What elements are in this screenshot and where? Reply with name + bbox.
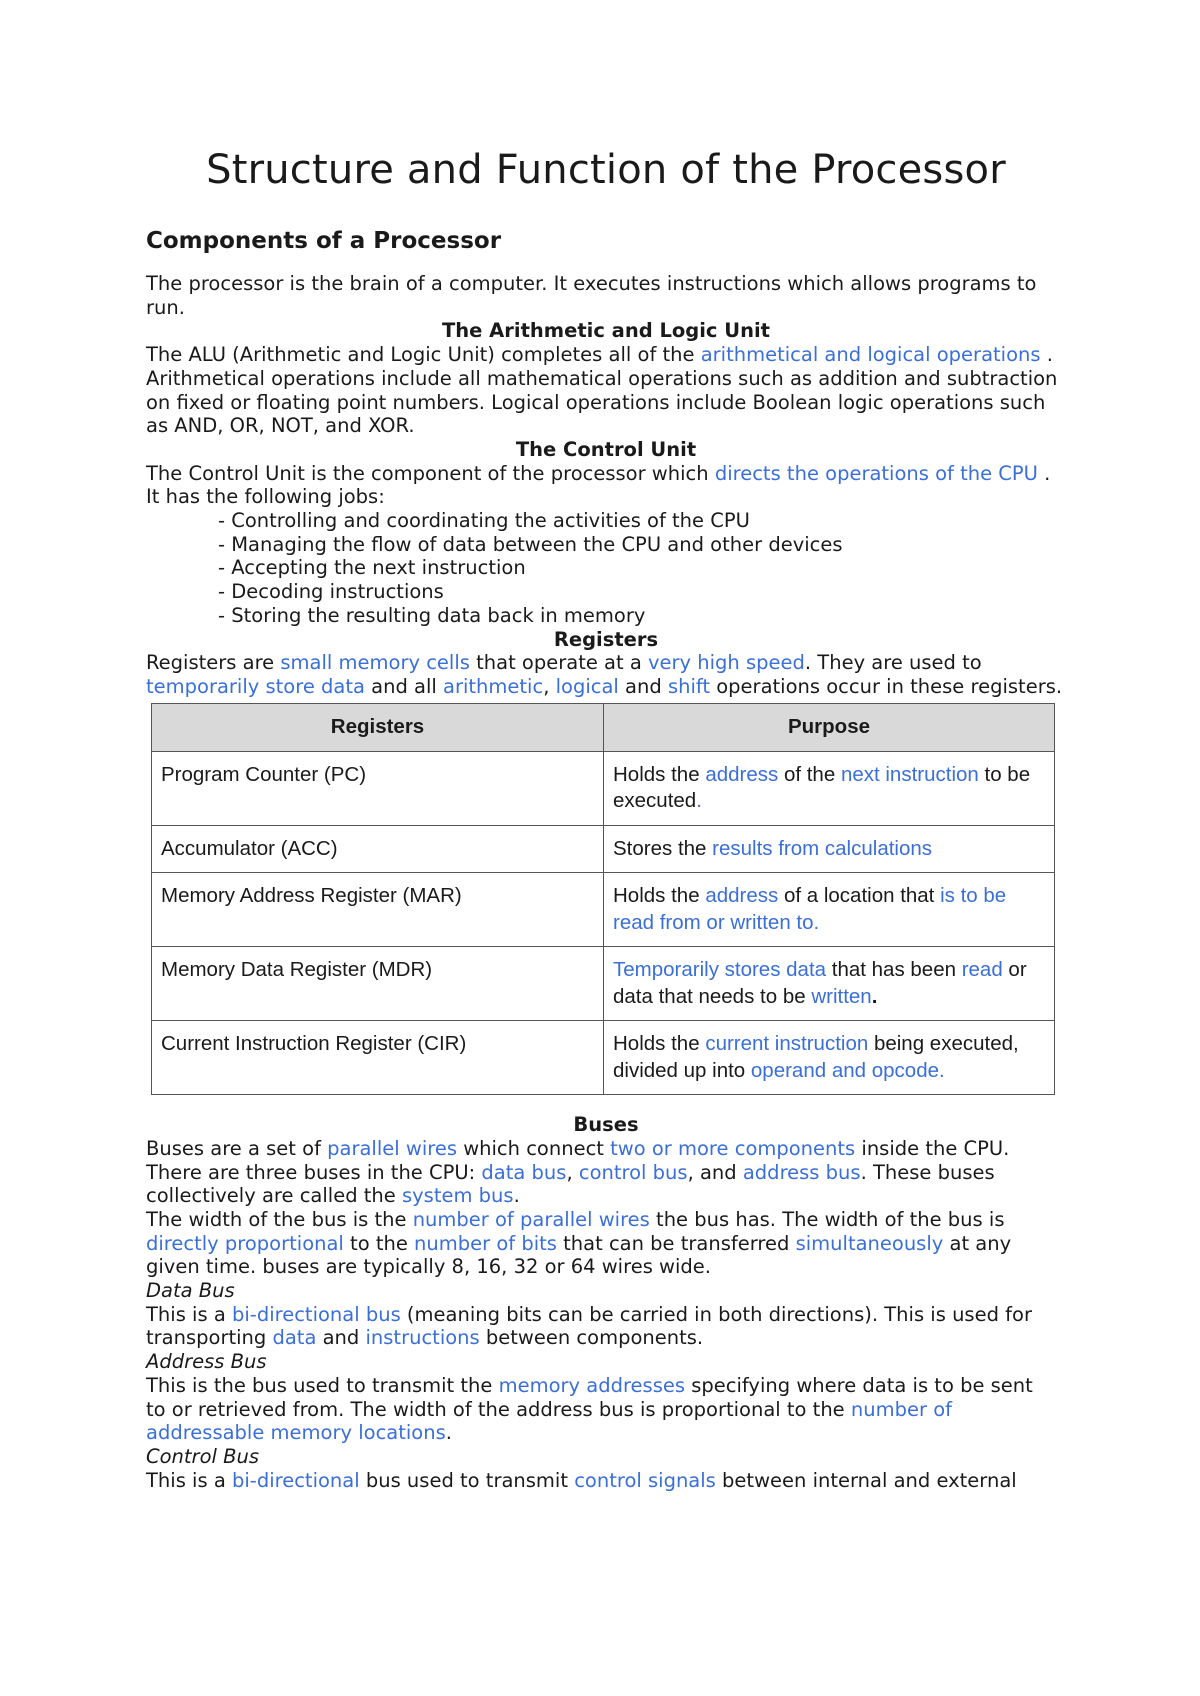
register-purpose-cell [604, 751, 1055, 825]
table-row [152, 947, 1055, 1021]
highlight-term: simultaneously [795, 1231, 944, 1255]
text-run: The Control Unit is the component of the processor which [146, 461, 715, 485]
highlight-term: directs the operations of the CPU [714, 461, 1038, 485]
register-purpose-cell [604, 825, 1055, 873]
highlight-term: address [705, 762, 779, 786]
control-unit-jobs-list [146, 509, 1066, 628]
address-bus-heading: Address Bus [146, 1350, 267, 1374]
list-item: - Decoding instructions [218, 580, 444, 604]
highlight-term: next instruction [840, 762, 979, 786]
highlight-term: data [272, 1326, 317, 1350]
highlight-term: control bus [578, 1160, 688, 1184]
list-item: - Controlling and coordinating the activities of the CPU [218, 509, 750, 533]
highlight-term: instructions [365, 1326, 480, 1350]
list-item: - Storing the resulting data back in memory [218, 603, 646, 627]
text-run: . These buses collectively are called the [146, 1160, 995, 1208]
text-run: between internal and external [715, 1468, 1017, 1492]
highlight-term: address [705, 884, 779, 908]
text-run: , and [687, 1160, 743, 1184]
text-run: . Arithmetical operations include all mathematical operations such as addition and subtraction on fixed or floating point numbers. Logical operations include Boolean logic operations such as AND, OR, NOT, and XOR. [146, 343, 1058, 438]
highlight-term: operand and opcode [750, 1058, 939, 1082]
register-name-cell: Memory Address Register (MAR) [152, 873, 604, 947]
list-item: - Managing the flow of data between the CPU and other devices [218, 532, 843, 556]
text-run: being executed, divided up into [613, 1032, 1019, 1082]
highlight-term: number of addressable memory locations [146, 1397, 952, 1445]
text-run: The ALU (Arithmetic and Logic Unit) completes all of the [146, 343, 701, 367]
text-run: and all [364, 674, 444, 698]
control-unit-heading: The Control Unit [515, 437, 697, 461]
text-run: Buses are a set of [146, 1136, 328, 1160]
text-run: , [543, 674, 556, 698]
list-item: - Accepting the next instruction [218, 556, 526, 580]
registers-table [151, 703, 1055, 1096]
highlight-term: bi-directional [231, 1468, 360, 1492]
text-run: between components. [479, 1326, 704, 1350]
control-bus-heading: Control Bus [146, 1445, 260, 1468]
text-run: specifying where data is to be sent [685, 1373, 1033, 1397]
text-run: to be executed [613, 762, 1031, 813]
text-run: This is a [146, 1468, 232, 1492]
intro-paragraph: The processor is the brain of a computer. It executes instructions which allows programs to run. [146, 272, 1037, 319]
highlight-term: temporarily store data [146, 674, 365, 698]
text-run: . [513, 1184, 520, 1208]
highlight-term: memory addresses [498, 1373, 686, 1397]
table-row [152, 751, 1055, 825]
text-run: Holds the [613, 762, 706, 786]
highlight-term: . [939, 1058, 945, 1082]
text-run: bus used to transmit [359, 1468, 575, 1492]
document-body [146, 136, 1066, 1492]
data-bus-heading: Data Bus [146, 1279, 235, 1303]
highlight-term: written [811, 984, 872, 1008]
register-purpose-cell [604, 947, 1055, 1021]
text-run: and [316, 1326, 366, 1350]
text-run: that can be transferred [556, 1231, 796, 1255]
text-run: . They are used to [804, 651, 982, 675]
text-run: of a location that [778, 884, 941, 908]
buses-paragraph-2 [146, 1208, 1066, 1279]
text-run: and [618, 674, 668, 698]
register-name-cell: Program Counter (PC) [152, 751, 604, 825]
register-purpose-cell [604, 1021, 1055, 1095]
address-bus-paragraph-2 [146, 1398, 1066, 1445]
highlight-term: data bus [481, 1160, 567, 1184]
table-row [152, 873, 1055, 947]
registers-paragraph [146, 651, 1066, 698]
highlight-term: address bus [742, 1160, 861, 1184]
page-title: Structure and Function of the Processor [206, 147, 1006, 193]
highlight-term: number of bits [414, 1231, 557, 1255]
address-bus-paragraph-1 [146, 1374, 1066, 1398]
highlight-term: is to be read from or written to. [613, 884, 1007, 934]
text-run: or data that needs to be [613, 958, 1027, 1008]
table-header-row [152, 703, 1055, 751]
highlight-term: parallel wires [327, 1136, 457, 1160]
highlight-term: . [696, 789, 702, 813]
highlight-term: current instruction [705, 1032, 869, 1056]
text-run: at any given time. buses are typically 8, 16, 32 or 64 wires wide. [146, 1231, 1012, 1279]
register-purpose-cell [604, 873, 1055, 947]
highlight-term: arithmetic [443, 674, 544, 698]
highlight-term: arithmetical and logical operations [700, 343, 1041, 367]
control-unit-paragraph [146, 462, 1066, 509]
register-name-cell: Accumulator (ACC) [152, 825, 604, 873]
text-run: This is the bus used to transmit the [146, 1373, 499, 1397]
text-run: that has been [826, 958, 962, 982]
text-run: operations occur in these registers. [710, 674, 1063, 698]
section-heading-components: Components of a Processor [146, 228, 502, 254]
highlight-term: small memory cells [280, 651, 470, 675]
buses-heading: Buses [573, 1113, 639, 1137]
buses-paragraph-1 [146, 1137, 1066, 1208]
highlight-term: directly proportional [146, 1231, 344, 1255]
alu-heading: The Arithmetic and Logic Unit [441, 319, 770, 343]
text-run: of the [778, 762, 841, 786]
text-run: to the [343, 1231, 415, 1255]
text-run: Stores the [613, 836, 713, 860]
control-bus-paragraph [146, 1469, 1066, 1493]
register-name-cell: Memory Data Register (MDR) [152, 947, 604, 1021]
text-run: . [445, 1421, 452, 1445]
highlight-term: two or more components [610, 1136, 856, 1160]
table-row [152, 1021, 1055, 1095]
highlight-term: shift [667, 674, 711, 698]
text-run: to or retrieved from. The width of the address bus is proportional to the [146, 1397, 851, 1421]
highlight-term: system bus [401, 1184, 514, 1208]
text-run: . [871, 984, 878, 1008]
text-run: . It has the following jobs: [146, 461, 1051, 509]
text-run: Registers are [146, 651, 281, 675]
text-run: inside the CPU. There are three buses in the CPU: [146, 1136, 1010, 1184]
highlight-term: Temporarily stores data [613, 958, 827, 982]
text-run: The width of the bus is the [146, 1207, 413, 1231]
text-run: This is a [146, 1302, 232, 1326]
table-row [152, 825, 1055, 873]
column-header-registers: Registers [152, 703, 604, 751]
register-name-cell: Current Instruction Register (CIR) [152, 1021, 604, 1095]
highlight-term: number of parallel wires [412, 1207, 650, 1231]
text-run: (meaning bits can be carried in both directions). This is used for transporting [146, 1302, 1032, 1350]
text-run: Holds the [613, 1032, 706, 1056]
highlight-term: bi-directional bus [231, 1302, 401, 1326]
highlight-term: very high speed [647, 651, 805, 675]
highlight-term: control signals [574, 1468, 716, 1492]
alu-paragraph [146, 343, 1066, 438]
text-run: the bus has. The width of the bus is [649, 1207, 1005, 1231]
data-bus-paragraph [146, 1303, 1066, 1350]
text-run: , [566, 1160, 579, 1184]
highlight-term: results from calculations [712, 836, 933, 860]
highlight-term: logical [555, 674, 619, 698]
text-run: Holds the [613, 884, 706, 908]
registers-heading: Registers [553, 627, 659, 651]
column-header-purpose: Purpose [604, 703, 1055, 751]
text-run: that operate at a [469, 651, 648, 675]
text-run: which connect [457, 1136, 611, 1160]
highlight-term: read [961, 958, 1003, 982]
